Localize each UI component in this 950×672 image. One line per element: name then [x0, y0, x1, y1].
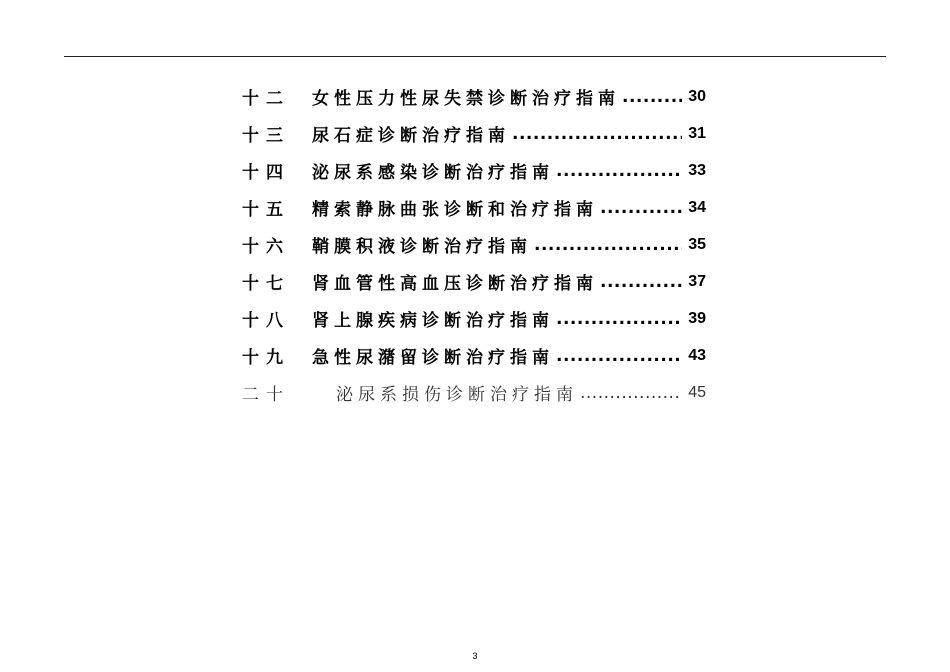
toc-entry[interactable]: [242, 78, 706, 115]
toc-entry-title: 泌尿系感染诊断治疗指南: [312, 163, 554, 183]
toc-entry-page: 37: [688, 272, 706, 290]
toc-dot-leader: [600, 272, 682, 292]
toc-entry-number: 十九: [242, 348, 290, 368]
toc-entry-title: 急性尿潴留诊断治疗指南: [312, 348, 554, 368]
toc-entry-title: 精索静脉曲张诊断和治疗指南: [312, 200, 598, 220]
toc-entry-number: 十六: [242, 237, 290, 257]
toc-entry-page: 43: [688, 346, 706, 364]
toc-dot-leader: [600, 198, 682, 218]
toc-entry-number: 十二: [242, 89, 290, 109]
toc-entry-page: 34: [688, 198, 706, 216]
toc-entry-page: 30: [688, 87, 706, 105]
page-number-footer: 3: [472, 651, 478, 661]
toc-dot-leader: [556, 161, 682, 181]
toc-entry-title: 尿石症诊断治疗指南: [312, 126, 510, 146]
header-rule: [64, 56, 886, 57]
toc-entry[interactable]: [242, 263, 706, 300]
toc-dot-leader: [534, 235, 682, 255]
toc-entry-page: 45: [688, 383, 706, 401]
toc-entry-page: 35: [688, 235, 706, 253]
toc-entry[interactable]: [242, 337, 706, 374]
toc-entry-title: 泌尿系损伤诊断治疗指南: [336, 385, 578, 405]
toc-entry-number: 十八: [242, 311, 290, 331]
toc-entry-title: 肾血管性高血压诊断治疗指南: [312, 274, 598, 294]
toc-dot-leader: [556, 309, 682, 329]
toc-entry-page: 33: [688, 161, 706, 179]
toc-entry-title: 女性压力性尿失禁诊断治疗指南: [312, 89, 620, 109]
toc-entry-page: 39: [688, 309, 706, 327]
toc-entry-page: 31: [688, 124, 706, 142]
toc-entry[interactable]: [242, 374, 706, 411]
toc-dot-leader: [622, 87, 682, 107]
toc-entry-title: 肾上腺疾病诊断治疗指南: [312, 311, 554, 331]
toc-entry[interactable]: [242, 115, 706, 152]
toc-dot-leader: [580, 383, 682, 403]
toc-entry[interactable]: [242, 226, 706, 263]
toc-entry[interactable]: [242, 189, 706, 226]
toc-entry[interactable]: [242, 300, 706, 337]
toc-entry[interactable]: [242, 152, 706, 189]
toc-entry-number: 十七: [242, 274, 290, 294]
table-of-contents: [242, 78, 706, 411]
toc-dot-leader: [512, 124, 682, 144]
toc-dot-leader: [556, 346, 682, 366]
toc-entry-number: 二十: [242, 385, 290, 405]
toc-entry-number: 十三: [242, 126, 290, 146]
toc-entry-number: 十五: [242, 200, 290, 220]
toc-entry-title: 鞘膜积液诊断治疗指南: [312, 237, 532, 257]
toc-entry-number: 十四: [242, 163, 290, 183]
